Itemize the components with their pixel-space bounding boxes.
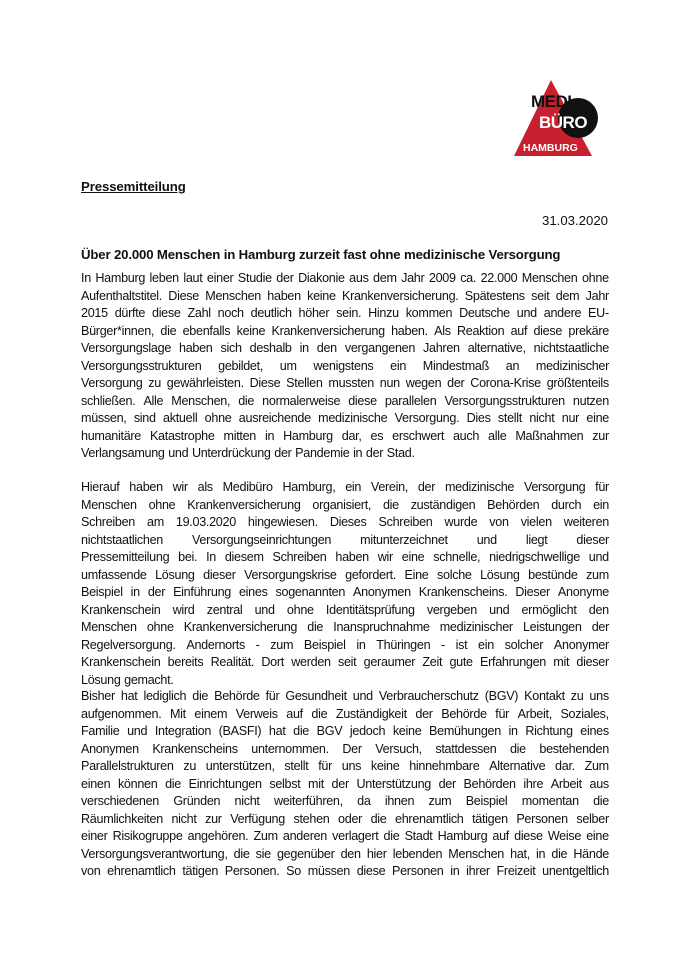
paragraph-line: Schreiben am 19.03.2020 hingewiesen. Dieses Schreiben wurde von vielen weiteren — [81, 515, 609, 529]
paragraph-line: Versorgungsverantwortung, die sie gegenüber den hier lebenden Menschen hat, in die Hände — [81, 846, 609, 861]
paragraph-2 — [81, 479, 609, 689]
paragraph-line: Bürger*innen, die ebenfalls keine Krankenversicherung haben. Als Reaktion auf diese prekäre — [81, 323, 609, 338]
paragraph-line: Pressemitteilung bei. In diesem Schreiben haben wir eine schnelle, niedrigschwellige und — [81, 550, 609, 564]
logo-hamburg-text: HAMBURG — [523, 142, 578, 154]
paragraph-line: Anonymen Krankenscheins unternommen. Der Versuch, stattdessen die bestehenden — [81, 741, 609, 756]
paragraph-line: einen können die Einrichtungen selbst mit der Unterstützung der Behörden ihre Arbeit aus — [81, 776, 609, 791]
paragraph-line: In Hamburg leben laut einer Studie der Diakonie aus dem Jahr 2009 ca. 22.000 Menschen ohne — [81, 271, 609, 285]
paragraph-line: aufgenommen. Mit einem Verweis auf die Zuständigkeit der Behörde für Arbeit, Soziales, — [81, 706, 609, 721]
paragraph-line: 2015 dürfte diese Zahl noch deutlich höher sein. Hinzu kommen Deutsche und andere EU- — [81, 306, 609, 320]
paragraph-line: Räumlichkeiten nicht zur Verfügung stehen oder die ehrenamtlich tätigen Personen selber — [81, 811, 609, 826]
paragraph-line: von ehrenamtlich tätigen Personen. So müssen diese Personen in ihrer Freizeit unentgeltlich — [81, 864, 609, 878]
paragraph-line: schließen. Alle Menschen, die normalerweise diese parallelen Versorgungsstrukturen nutzen — [81, 393, 609, 408]
release-date: 31.03.2020 — [541, 213, 608, 228]
press-release-title: Über 20.000 Menschen in Hamburg zurzeit fast ohne medizinische Versorgung — [81, 247, 561, 262]
paragraph-line: Versorgungslage haben sich deshalb in den vergangenen Jahren alternative, nichtstaatliche — [81, 341, 609, 355]
logo-buero-text: BÜRO — [539, 113, 588, 132]
paragraph-line: Krankenschein bereits Realität. Dort werden seit geraumer Zeit gute Erfahrungen mit dieser — [81, 655, 609, 669]
paragraph-line: müssen, sind aktuell ohne ausreichende medizinische Versorgung. Dies stellt nicht nur eine — [81, 411, 609, 425]
paragraph-line: Parallelstrukturen zu unterstützen, stellt für uns keine hinnehmbare Alternative dar. Zum — [81, 759, 609, 773]
paragraph-line: umfassende Lösung dieser Versorgungskrise gefordert. Eine solche Lösung bestünde zum — [81, 567, 609, 582]
paragraph-line: einer Risikogruppe angehören. Zum anderen verlagert die Stadt Hamburg auf diese Weise eine — [81, 829, 609, 843]
paragraph-1 — [81, 270, 609, 463]
paragraph-line: Regelversorgung. Andernorts - zum Beispiel in Thüringen - ist ein solcher Anonymer — [81, 637, 609, 652]
paragraph-line: Menschen ohne Krankenversicherung organisiert, die zuständigen Behörden durch ein — [81, 497, 609, 512]
logo-medi-text: MEDI — [531, 92, 572, 111]
paragraph-line: verschiedenen Gründen nicht weiterführen, da ihnen zum Beispiel momentan die — [81, 794, 609, 808]
paragraph-line: Lösung gemacht. — [81, 672, 174, 687]
paragraph-3 — [81, 688, 609, 881]
paragraph-line: Versorgung zu gewährleisten. Diese Stellen mussten nun wegen der Corona-Krise größtenteils — [81, 376, 609, 390]
paragraph-line: Beispiel in der Einführung eines sogenannten Anonymen Krankenscheins. Dieser Anonyme — [81, 585, 609, 599]
press-release-label: Pressemitteilung — [81, 179, 186, 194]
paragraph-line: Aufenthaltstitel. Diese Menschen haben keine Krankenversicherung. Spätestens seit dem Jahr — [81, 288, 609, 303]
paragraph-line: Krankenschein wird zentral und ohne Identitätsprüfung vergeben und ermöglicht den — [81, 602, 609, 617]
paragraph-line: Verlangsamung und Unterdrückung der Pandemie in der Stad. — [81, 446, 415, 460]
paragraph-line: Familie und Integration (BASFI) hat die BGV jedoch keine Bemühungen in Richtung eines — [81, 724, 609, 738]
paragraph-line: nichtstaatlichen Versorgungseinrichtungen mitunterzeichnet und liegt dieser — [81, 532, 609, 547]
logo-graphic-icon — [512, 78, 604, 160]
paragraph-line: Hierauf haben wir als Medibüro Hamburg, ein Verein, der medizinische Versorgung für — [81, 480, 609, 494]
paragraph-line: Versorgungsstrukturen gebildet, um wenigstens ein Mindestmaß an medizinischer — [81, 358, 609, 373]
paragraph-line: humanitäre Katastrophe mitten in Hamburg dar, es erschwert auch alle Maßnahmen zur — [81, 428, 609, 443]
medibuero-hamburg-logo — [512, 78, 604, 160]
paragraph-line: Menschen ohne Krankenversicherung die Inanspruchnahme medizinischer Leistungen der — [81, 620, 609, 634]
paragraph-line: Bisher hat lediglich die Behörde für Gesundheit und Verbraucherschutz (BGV) Kontakt zu uns — [81, 689, 609, 703]
